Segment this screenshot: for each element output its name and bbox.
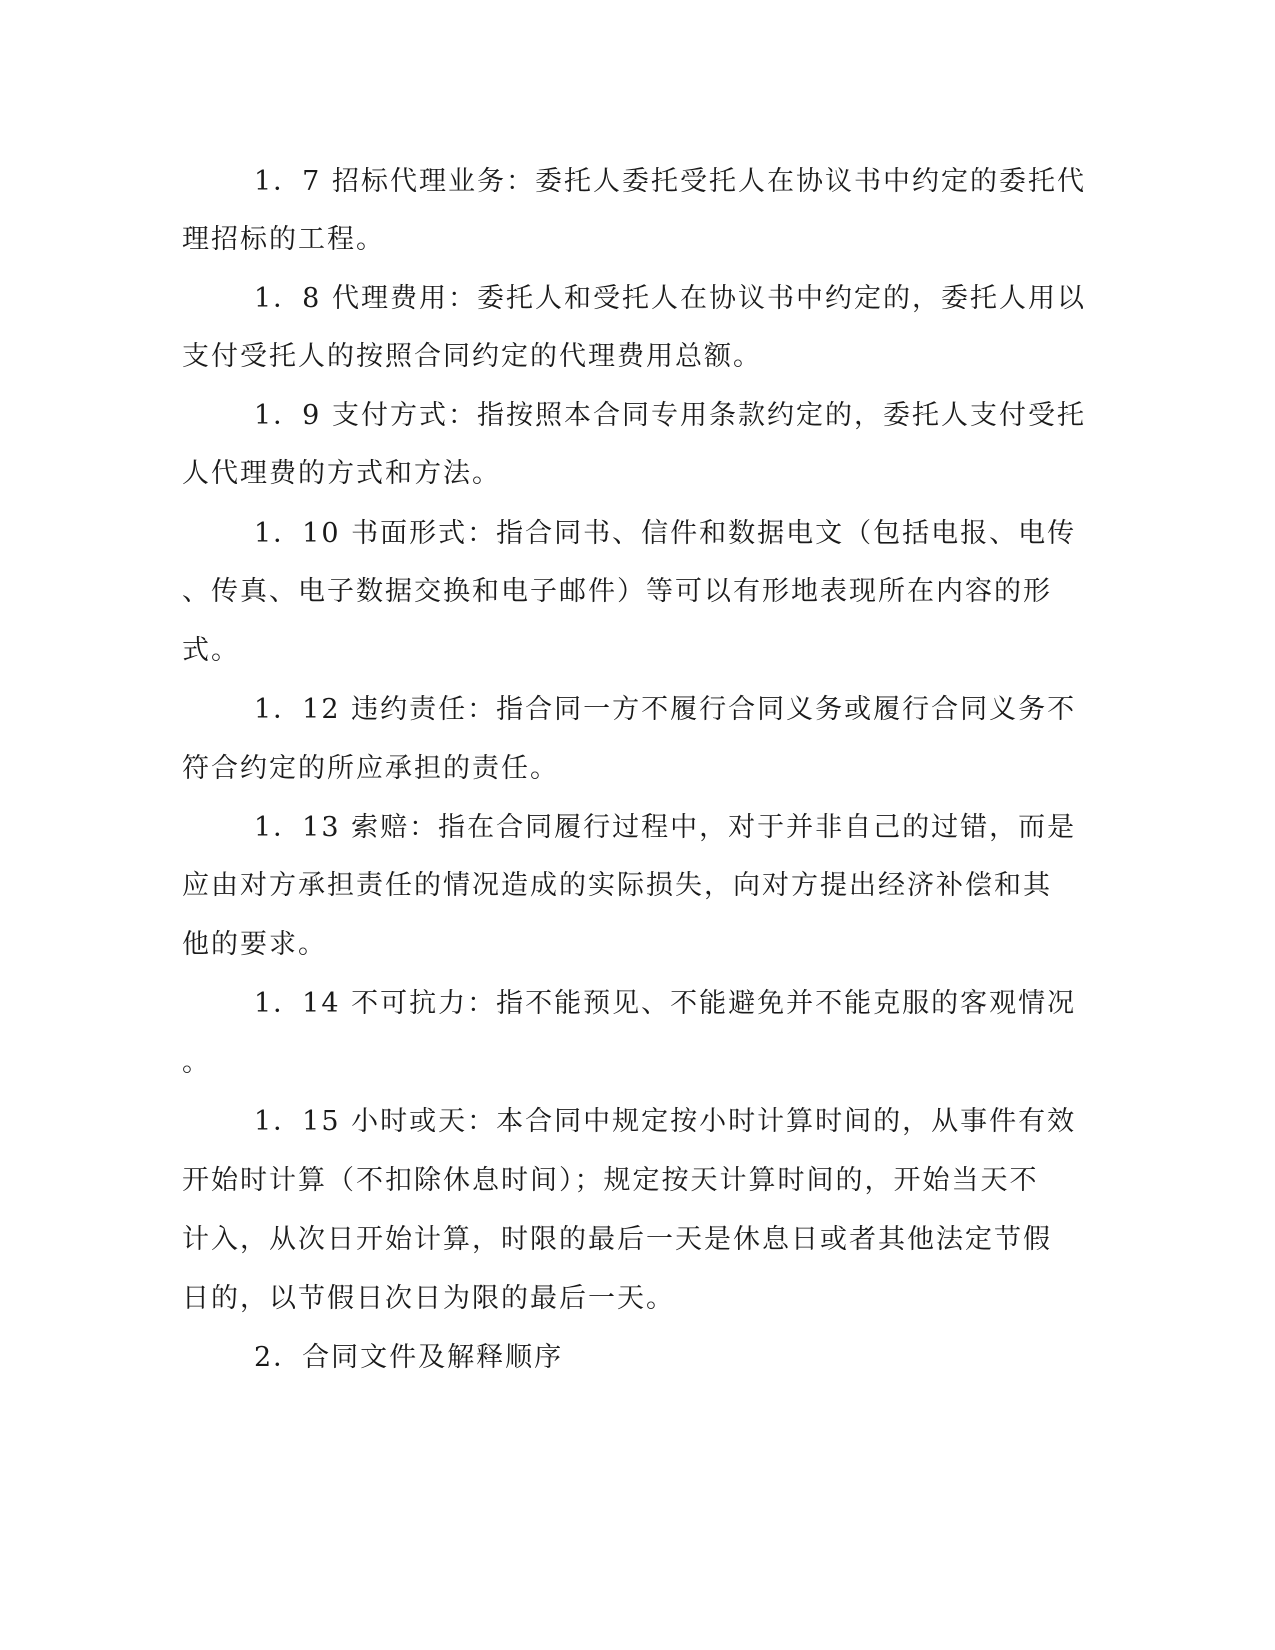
text-line-1-10-c: 式。 bbox=[182, 635, 240, 666]
text-line-1-8-a: 1．8 代理费用：委托人和受托人在协议书中约定的，委托人用以 bbox=[254, 283, 1086, 314]
text-line-1-12-b: 符合约定的所应承担的责任。 bbox=[182, 753, 559, 784]
text-line-1-14-b: 。 bbox=[182, 1047, 211, 1078]
text-line-1-13-c: 他的要求。 bbox=[182, 929, 327, 960]
text-line-1-13-a: 1．13 索赔：指在合同履行过程中，对于并非自己的过错，而是 bbox=[254, 812, 1077, 843]
text-line-1-10-b: 、传真、电子数据交换和电子邮件）等可以有形地表现所在内容的形 bbox=[182, 576, 1052, 607]
text-line-1-13-b: 应由对方承担责任的情况造成的实际损失，向对方提出经济补偿和其 bbox=[182, 870, 1052, 901]
text-line-1-15-d: 日的，以节假日次日为限的最后一天。 bbox=[182, 1283, 675, 1314]
text-line-1-9-a: 1．9 支付方式：指按照本合同专用条款约定的，委托人支付受托 bbox=[254, 400, 1086, 431]
text-line-1-10-a: 1．10 书面形式：指合同书、信件和数据电文（包括电报、电传 bbox=[254, 518, 1077, 549]
text-line-1-8-b: 支付受托人的按照合同约定的代理费用总额。 bbox=[182, 341, 762, 372]
text-line-1-7-b: 理招标的工程。 bbox=[182, 224, 385, 255]
text-line-1-12-a: 1．12 违约责任：指合同一方不履行合同义务或履行合同义务不 bbox=[254, 694, 1077, 725]
text-line-1-15-b: 开始时计算（不扣除休息时间）；规定按天计算时间的，开始当天不 bbox=[182, 1165, 1039, 1196]
section-heading-2: 2．合同文件及解释顺序 bbox=[254, 1342, 564, 1373]
text-line-1-15-a: 1．15 小时或天：本合同中规定按小时计算时间的，从事件有效 bbox=[254, 1106, 1077, 1137]
text-line-1-15-c: 计入，从次日开始计算，时限的最后一天是休息日或者其他法定节假 bbox=[182, 1224, 1052, 1255]
text-line-1-9-b: 人代理费的方式和方法。 bbox=[182, 458, 501, 489]
text-line-1-14-a: 1．14 不可抗力：指不能预见、不能避免并不能克服的客观情况 bbox=[254, 988, 1077, 1019]
text-line-1-7-a: 1．7 招标代理业务：委托人委托受托人在协议书中约定的委托代 bbox=[254, 166, 1086, 197]
